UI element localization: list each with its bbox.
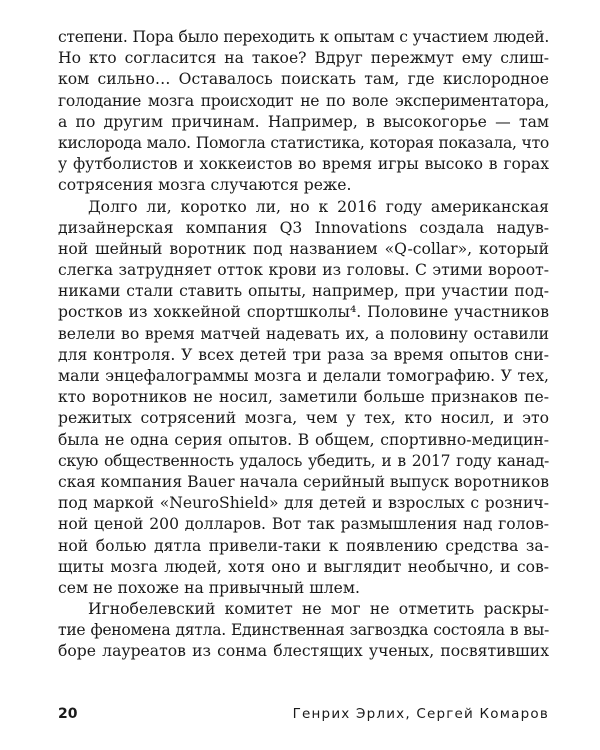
text-line: сотрясения мозга случаются реже.	[58, 176, 352, 195]
text-line: голодание мозга происходит не по воле экспериментатора,	[58, 91, 549, 110]
text-line: ская компания Bauer начала серийный выпуск воротников	[58, 472, 549, 491]
text-line: никами стали ставить опыты, например, при участии под-	[58, 282, 549, 301]
text-line: ной ценой 200 долларов. Вот так размышления над голов-	[58, 515, 549, 534]
text-line: для контроля. У всех детей три раза за время опытов сни-	[58, 345, 549, 364]
text-line: слегка затрудняет отток крови из головы. С этими вороот-	[58, 261, 549, 280]
text-line: ростков из хоккейной спортшколы⁴. Половине участников	[58, 303, 549, 322]
text-line: щиты мозга людей, хотя оно и выглядит необычно, и сов-	[58, 557, 549, 576]
text-line: Игнобелевский комитет не мог не отметить раскры-	[88, 600, 549, 619]
text-line: под маркой «NeuroShield» для детей и взрослых с рознич-	[58, 494, 549, 513]
paragraph	[58, 197, 549, 600]
text-line: ком сильно… Оставалось поискать там, где кислородное	[58, 70, 549, 89]
text-line: кто воротников не носил, заметили больше признаков пе-	[58, 388, 549, 407]
text-line: ной шейный воротник под названием «Q-collar», который	[58, 239, 549, 258]
text-line: дизайнерская компания Q3 Innovations создала надув-	[58, 218, 549, 237]
text-line: мали энцефалограммы мозга и делали томографию. У тех,	[58, 367, 549, 385]
running-footer-authors: Генрих Эрлих, Сергей Комаров	[292, 706, 549, 722]
text-line: кислорода мало. Помогла статистика, которая показала, что	[58, 133, 549, 152]
paragraph	[58, 599, 549, 663]
paragraph	[58, 27, 549, 197]
text-line: у футболистов и хоккеистов во время игры высоко в горах	[58, 155, 549, 174]
text-line: скую общественность удалось убедить, и в 2017 году канад-	[58, 451, 549, 470]
body-text	[58, 27, 549, 663]
text-line: была не одна серия опытов. В общем, спортивно-медицин-	[58, 430, 549, 449]
text-line: Но кто согласится на такое? Вдруг пережмут ему слиш-	[58, 49, 549, 68]
text-line: сем не похоже на привычный шлем.	[58, 578, 360, 597]
page-number: 20	[58, 706, 78, 722]
text-line: ной болью дятла привели-таки к появлению средства за-	[58, 536, 549, 555]
text-line: степени. Пора было переходить к опытам с участием людей.	[58, 28, 549, 46]
text-line: а по другим причинам. Например, в высокогорье — там	[58, 112, 549, 131]
text-line: режитых сотрясений мозга, чем у тех, кто носил, и это	[58, 409, 549, 428]
text-line: Долго ли, коротко ли, но к 2016 году американская	[88, 197, 549, 216]
text-line: тие феномена дятла. Единственная загвоздка состояла в вы-	[58, 621, 549, 640]
text-line: велели во время матчей надевать их, а половину оставили	[58, 324, 549, 343]
text-line: боре лауреатов из сонма блестящих ученых, посвятивших	[58, 642, 549, 661]
